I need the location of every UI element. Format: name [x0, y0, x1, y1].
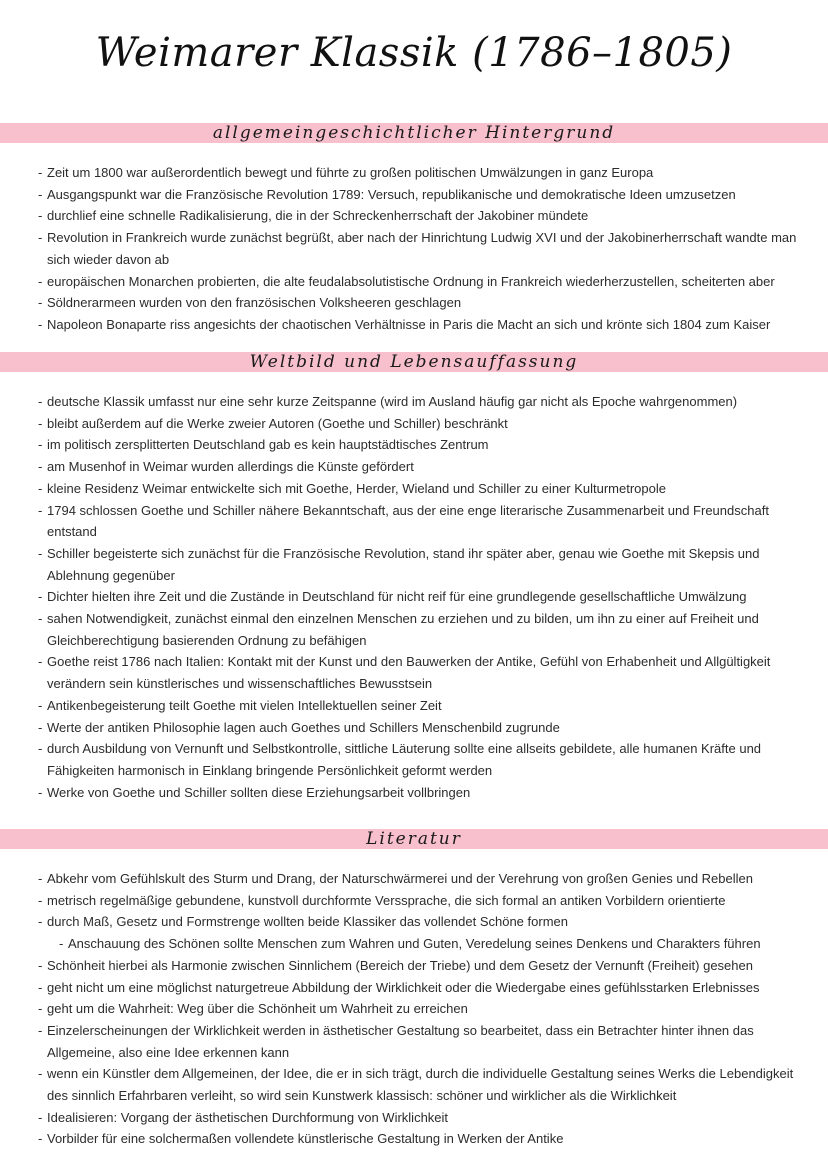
section-heading-worldview: Weltbild und Lebensauffassung [249, 352, 579, 372]
list-item: - Dichter hielten ihre Zeit und die Zustände in Deutschland für nicht reif für eine grundlegende gesellschaftliche Umwälzung [38, 586, 798, 608]
list-item: - durch Ausbildung von Vernunft und Selbstkontrolle, sittliche Läuterung sollte eine allseits gebildete, alle humanen Kräfte und Fähigkeiten harmonisch in Einklang bringende Persönlichkeit geformt werden [38, 738, 798, 781]
list-item: - metrisch regelmäßige gebundene, kunstvoll durchformte Verssprache, die sich formal an antiken Vorbildern orientierte [38, 890, 798, 912]
list-item: - Revolution in Frankreich wurde zunächst begrüßt, aber nach der Hinrichtung Ludwig XVI und der Jakobinerherrschaft wandte man sich wieder davon ab [38, 227, 798, 270]
list-item: - Zeit um 1800 war außerordentlich bewegt und führte zu großen politischen Umwälzungen in ganz Europa [38, 162, 798, 184]
list-item: - Abkehr vom Gefühlskult des Sturm und Drang, der Naturschwärmerei und der Verehrung von großen Genies und Rebellen [38, 868, 798, 890]
list-item: - Werke von Goethe und Schiller sollten diese Erziehungsarbeit vollbringen [38, 782, 798, 804]
list-item: - Werte der antiken Philosophie lagen auch Goethes und Schillers Menschenbild zugrunde [38, 717, 798, 739]
list-item: - durch Maß, Gesetz und Formstrenge wollten beide Klassiker das vollendet Schöne formen [38, 911, 798, 933]
list-item: - kleine Residenz Weimar entwickelte sich mit Goethe, Herder, Wieland und Schiller zu einer Kulturmetropole [38, 478, 798, 500]
list-item: - Söldnerarmeen wurden von den französischen Volksheeren geschlagen [38, 292, 798, 314]
list-item: - Schönheit hierbei als Harmonie zwischen Sinnlichem (Bereich der Triebe) und dem Gesetz der Vernunft (Freiheit) gesehen [38, 955, 798, 977]
list-item: - Antikenbegeisterung teilt Goethe mit vielen Intellektuellen seiner Zeit [38, 695, 798, 717]
page-title: Weimarer Klassik (1786–1805) [95, 30, 733, 76]
list-item: - wenn ein Künstler dem Allgemeinen, der Idee, die er in sich trägt, durch die individuelle Gestaltung seines Werks die Lebendigkeit des sinnlich Erfahrbaren verleiht, so wird sein Kunstwerk klassisch: schöner und wirklicher als die Wirklichkeit [38, 1063, 798, 1106]
section-heading-history: allgemeingeschichtlicher Hintergrund [212, 123, 616, 143]
list-item: - europäischen Monarchen probierten, die alte feudalabsolutistische Ordnung in Frankreich wiederherzustellen, scheiterten aber [38, 271, 798, 293]
list-item: - Idealisieren: Vorgang der ästhetischen Durchformung von Wirklichkeit [38, 1107, 798, 1129]
worldview-list [38, 391, 798, 803]
list-item: - Ausgangspunkt war die Französische Revolution 1789: Versuch, republikanische und demokratische Ideen umzusetzen [38, 184, 798, 206]
section-heading-literature: Literatur [366, 829, 462, 849]
history-list [38, 162, 798, 336]
literature-list [38, 868, 798, 1150]
list-item: - Goethe reist 1786 nach Italien: Kontakt mit der Kunst und den Bauwerken der Antike, Gefühl von Erhabenheit und Allgültigkeit verändern sein künstlerisches und wissenschaftliches Bewusstsein [38, 651, 798, 694]
list-item: - Vorbilder für eine solchermaßen vollendete künstlerische Gestaltung in Werken der Antike [38, 1128, 798, 1150]
list-item: - im politisch zersplitterten Deutschland gab es kein hauptstädtisches Zentrum [38, 434, 798, 456]
list-item: - Einzelerscheinungen der Wirklichkeit werden in ästhetischer Gestaltung so bearbeitet, dass ein Betrachter hinter ihnen das Allgemeine, also eine Idee erkennen kann [38, 1020, 798, 1063]
list-subitem: - Anschauung des Schönen sollte Menschen zum Wahren und Guten, Veredelung seines Denkens und Charakters führen [38, 933, 798, 955]
list-item: - am Musenhof in Weimar wurden allerdings die Künste gefördert [38, 456, 798, 478]
list-item: - durchlief eine schnelle Radikalisierung, die in der Schreckenherrschaft der Jakobiner mündete [38, 205, 798, 227]
list-item: - deutsche Klassik umfasst nur eine sehr kurze Zeitspanne (wird im Ausland häufig gar nicht als Epoche wahrgenommen) [38, 391, 798, 413]
list-item: - geht nicht um eine möglichst naturgetreue Abbildung der Wirklichkeit oder die Wiedergabe eines gefühlsstarken Erlebnisses [38, 977, 798, 999]
list-item: - 1794 schlossen Goethe und Schiller nähere Bekanntschaft, aus der eine enge literarische Zusammenarbeit und Freundschaft entstand [38, 500, 798, 543]
list-item: - sahen Notwendigkeit, zunächst einmal den einzelnen Menschen zu erziehen und zu bilden, um ihn zu einer auf Freiheit und Gleichberechtigung basierenden Ordnung zu befähigen [38, 608, 798, 651]
list-item: - geht um die Wahrheit: Weg über die Schönheit um Wahrheit zu erreichen [38, 998, 798, 1020]
list-item: - bleibt außerdem auf die Werke zweier Autoren (Goethe und Schiller) beschränkt [38, 413, 798, 435]
list-item: - Napoleon Bonaparte riss angesichts der chaotischen Verhältnisse in Paris die Macht an sich und krönte sich 1804 zum Kaiser [38, 314, 798, 336]
list-item: - Schiller begeisterte sich zunächst für die Französische Revolution, stand ihr später aber, genau wie Goethe mit Skepsis und Ablehnung gegenüber [38, 543, 798, 586]
